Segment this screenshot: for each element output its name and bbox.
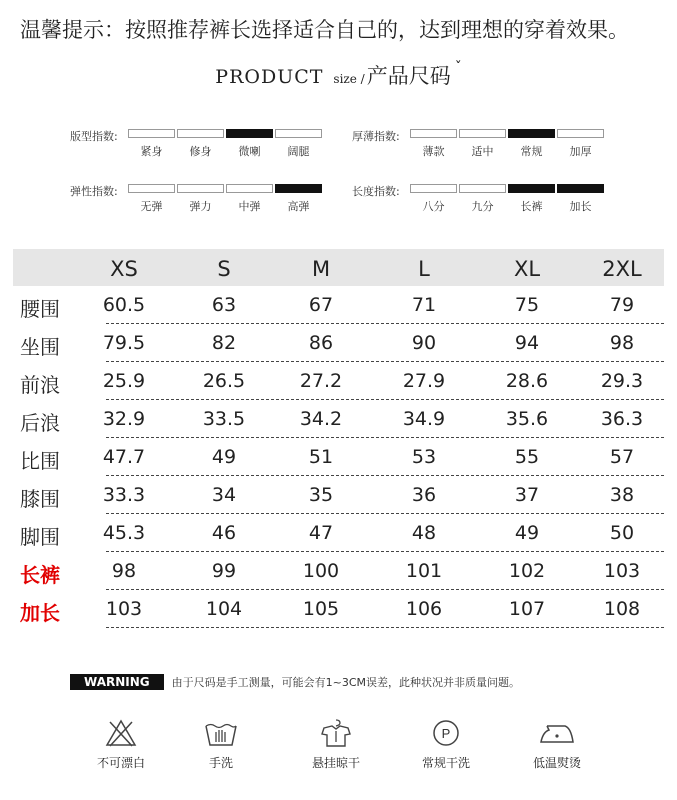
table-cell: 37: [514, 484, 540, 506]
table-cell: 103: [603, 560, 641, 582]
elastic-index-label: 弹性指数:: [70, 185, 118, 198]
table-cell: 34: [211, 484, 237, 506]
table-cell: 33.5: [202, 408, 246, 430]
row-divider: [106, 399, 664, 400]
size-title: 产品尺码: [366, 64, 451, 88]
table-cell: 102: [508, 560, 546, 582]
size-header-m: M: [311, 257, 331, 281]
row-label: 膝围: [20, 487, 60, 511]
care-label-hand-wash: 手洗: [208, 756, 233, 770]
table-cell: 35: [308, 484, 334, 506]
length-index-bar: [410, 184, 457, 193]
row-divider: [106, 437, 664, 438]
table-cell: 28.6: [505, 370, 549, 392]
table-cell: 108: [603, 598, 641, 620]
table-cell: 47.7: [102, 446, 146, 468]
table-cell: 71: [411, 294, 437, 316]
length-index-label: 长度指数:: [352, 185, 400, 198]
size-header-xl: XL: [513, 257, 541, 281]
fit-index-label: 版型指数:: [70, 130, 118, 143]
table-cell: 55: [514, 446, 540, 468]
row-divider: [106, 551, 664, 552]
length-index-option: 九分: [471, 200, 494, 213]
table-cell: 107: [508, 598, 546, 620]
table-cell: 90: [411, 332, 437, 354]
thickness-index-option: 薄款: [422, 145, 445, 158]
table-cell: 82: [211, 332, 237, 354]
length-index: [352, 183, 632, 217]
row-label: 后浪: [20, 411, 60, 435]
fit-index-option: 紧身: [140, 145, 163, 158]
table-cell: 86: [308, 332, 334, 354]
table-cell: 105: [302, 598, 340, 620]
tip-text: 温馨提示：按照推荐裤长选择适合自己的，达到理想的穿着效果。: [20, 18, 629, 42]
row-label: 前浪: [20, 373, 60, 397]
elastic-index-option: 无弹: [140, 200, 163, 213]
thickness-index-bar: [508, 129, 555, 138]
table-cell: 60.5: [102, 294, 146, 316]
elastic-index-bar: [177, 184, 224, 193]
row-divider: [106, 323, 664, 324]
table-cell: 50: [609, 522, 635, 544]
thickness-index-option: 适中: [471, 145, 494, 158]
table-cell: 33.3: [102, 484, 146, 506]
table-cell: 94: [514, 332, 540, 354]
row-divider: [106, 475, 664, 476]
table-cell: 63: [211, 294, 237, 316]
table-cell: 27.9: [402, 370, 446, 392]
table-cell: 34.9: [402, 408, 446, 430]
table-cell: 25.9: [102, 370, 146, 392]
care-item-no-bleach: [71, 718, 171, 771]
thickness-index-bar: [557, 129, 604, 138]
svg-text:P: P: [441, 726, 451, 741]
care-label-no-bleach: 不可漂白: [96, 756, 145, 770]
fit-index-option: 修身: [189, 145, 212, 158]
row-label: 比围: [20, 449, 60, 473]
table-cell: 101: [405, 560, 443, 582]
thickness-index-label: 厚薄指数:: [352, 130, 400, 143]
table-cell: 67: [308, 294, 334, 316]
product-heading: PRODUCT: [215, 66, 324, 88]
low-iron-icon: [537, 718, 577, 748]
row-label: 长裤: [20, 563, 60, 587]
row-divider: [106, 513, 664, 514]
elastic-index-option: 弹力: [189, 200, 212, 213]
section-title: [0, 60, 677, 90]
table-cell: 104: [205, 598, 243, 620]
elastic-index-bar: [128, 184, 175, 193]
fit-index-bar: [226, 129, 273, 138]
thickness-index-option: 常规: [520, 145, 543, 158]
table-cell: 34.2: [299, 408, 343, 430]
warning-note: [70, 674, 520, 690]
warning-badge: WARNING: [70, 674, 164, 690]
fit-index-bar: [275, 129, 322, 138]
elastic-index-bar: [275, 184, 322, 193]
table-cell: 100: [302, 560, 340, 582]
dry-clean-icon: [429, 718, 463, 748]
care-item-dry-clean: [396, 718, 496, 771]
size-header-l: L: [418, 257, 430, 281]
elastic-index-bar: [226, 184, 273, 193]
size-heading: size /: [333, 72, 365, 86]
row-label: 坐围: [20, 335, 60, 359]
table-cell: 27.2: [299, 370, 343, 392]
care-item-hand-wash: [171, 718, 271, 771]
fit-index-option: 微喇: [238, 145, 261, 158]
fit-index: [70, 128, 350, 162]
row-divider: [106, 361, 664, 362]
table-cell: 79: [609, 294, 635, 316]
table-cell: 35.6: [505, 408, 549, 430]
row-label: 加长: [20, 601, 60, 625]
fit-index-bar: [177, 129, 224, 138]
elastic-index: [70, 183, 350, 217]
length-index-option: 八分: [422, 200, 445, 213]
hand-wash-icon: [203, 718, 239, 748]
table-cell: 47: [308, 522, 334, 544]
table-cell: 57: [609, 446, 635, 468]
elastic-index-option: 中弹: [238, 200, 261, 213]
row-label: 腰围: [20, 297, 60, 321]
table-cell: 79.5: [102, 332, 146, 354]
thickness-index: [352, 128, 632, 162]
thickness-index-bar: [459, 129, 506, 138]
table-cell: 46: [211, 522, 237, 544]
size-header-xs: XS: [110, 257, 138, 281]
table-cell: 99: [211, 560, 237, 582]
fit-index-bar: [128, 129, 175, 138]
table-cell: 36.3: [600, 408, 644, 430]
table-cell: 98: [609, 332, 635, 354]
size-header-2xl: 2XL: [602, 257, 642, 281]
table-cell: 32.9: [102, 408, 146, 430]
table-cell: 49: [211, 446, 237, 468]
row-divider: [106, 627, 664, 628]
length-index-bar: [557, 184, 604, 193]
table-cell: 26.5: [202, 370, 246, 392]
care-item-low-iron: [507, 718, 607, 771]
warning-text: 由于尺码是手工测量，可能会有1~3CM误差，此种状况并非质量问题。: [171, 676, 521, 689]
fit-index-option: 阔腿: [287, 145, 310, 158]
table-cell: 98: [111, 560, 137, 582]
thickness-index-bar: [410, 129, 457, 138]
thickness-index-option: 加厚: [569, 145, 592, 158]
table-cell: 45.3: [102, 522, 146, 544]
table-cell: 53: [411, 446, 437, 468]
table-cell: 51: [308, 446, 334, 468]
care-label-hang-dry: 悬挂晾干: [311, 756, 360, 770]
table-cell: 75: [514, 294, 540, 316]
row-divider: [106, 589, 664, 590]
table-cell: 106: [405, 598, 443, 620]
table-cell: 38: [609, 484, 635, 506]
length-index-option: 加长: [569, 200, 592, 213]
chevron-down-icon: ˇ: [454, 60, 462, 76]
length-index-option: 长裤: [520, 200, 543, 213]
care-label-dry-clean: 常规干洗: [421, 756, 470, 770]
elastic-index-option: 高弹: [287, 200, 310, 213]
row-label: 脚围: [20, 525, 60, 549]
care-label-low-iron: 低温熨烫: [532, 756, 581, 770]
no-bleach-icon: [104, 718, 138, 748]
table-cell: 48: [411, 522, 437, 544]
table-cell: 103: [105, 598, 143, 620]
hang-dry-icon: [318, 718, 354, 748]
length-index-bar: [508, 184, 555, 193]
table-cell: 36: [411, 484, 437, 506]
care-item-hang-dry: [286, 718, 386, 771]
table-cell: 49: [514, 522, 540, 544]
length-index-bar: [459, 184, 506, 193]
table-cell: 29.3: [600, 370, 644, 392]
size-header-s: S: [217, 257, 231, 281]
